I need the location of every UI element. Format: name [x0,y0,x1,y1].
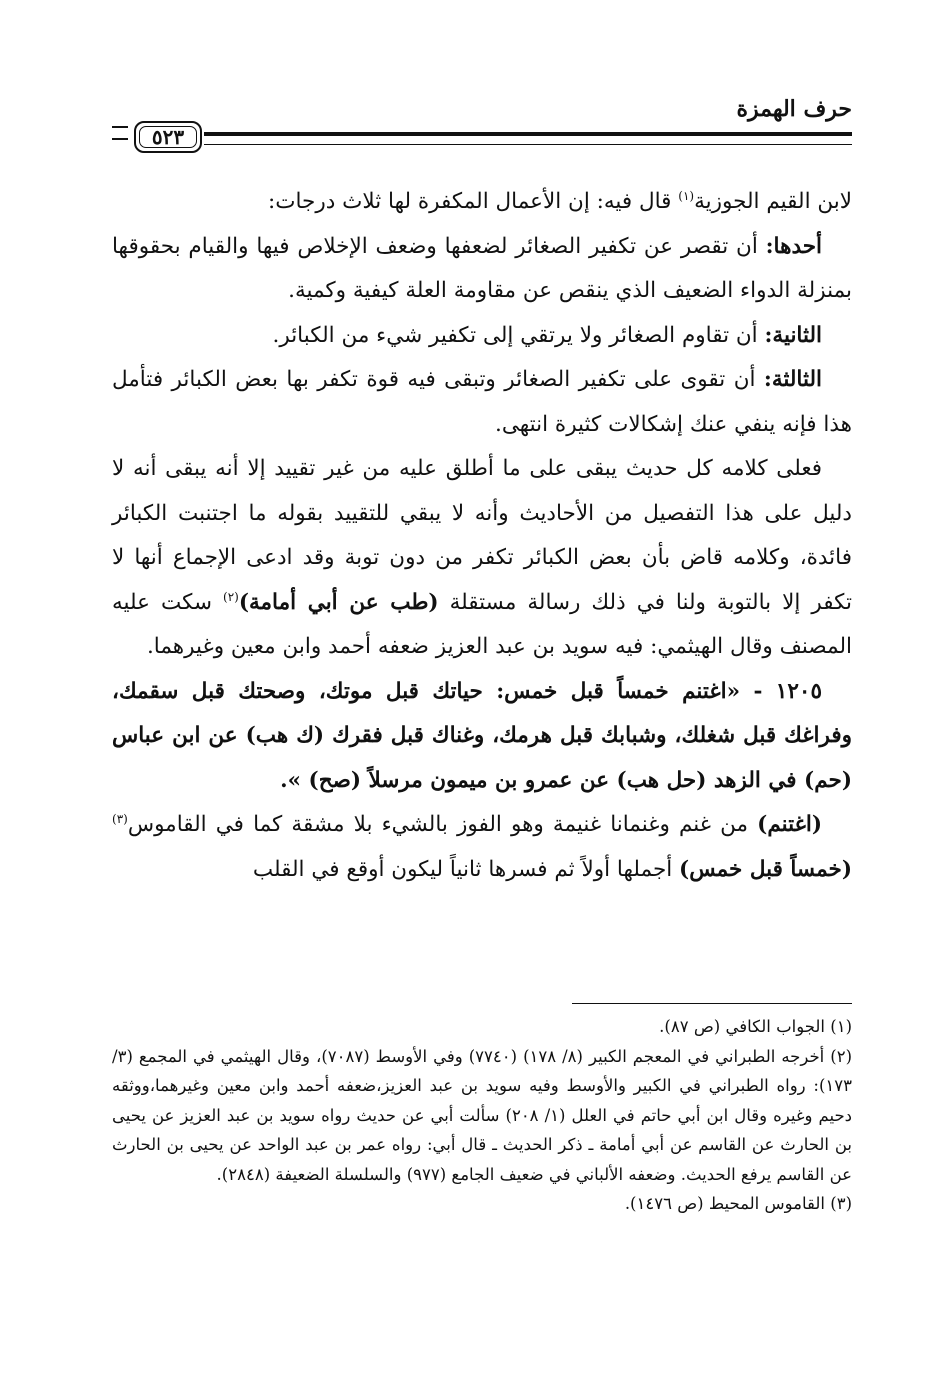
paragraph: فعلى كلامه كل حديث يبقى على ما أطلق عليه من غير تقييد إلا أنه يبقى أنه لا دليل على هذا التفصيل من الأحاديث وأنه لا يبقي للتقييد بقوله ما اجتنبت الكبائر فائدة، وكلامه قاض بأن بعض الكبائر تكفر من دون توبة وقد ادعى الإجماع أنها لا تكفر إلا بالتوبة ولنا في ذلك رسالة مستقلة (طب عن أبي أمامة)$^{(٢)}$ سكت عليه المصنف وقال الهيثمي: فيه سويد بن عبد العزيز ضعفه أحمد وابن معين وغيرهما. [112,456,852,659]
chapter-title: حرف الهمزة [736,96,852,122]
paragraph: أحدها: أن تقصر عن تكفير الصغائر لضعفها وضعف الإخلاص فيها والقيام بحقوقها بمنزلة الدواء الضعيف الذي ينقص عن مقاومة العلة كيفية وكمية. [112,233,852,303]
footnote: (٣) القاموس المحيط (ص ١٤٧٦). [624,1194,852,1213]
paragraph: الثانية: أن تقاوم الصغائر ولا يرتقي إلى تكفير شيء من الكبائر. [272,322,822,348]
header-rule [204,132,852,145]
footnote-divider [572,1003,852,1004]
paragraph: لابن القيم الجوزية$^{(١)}$ قال فيه: إن الأعمال المكفرة لها ثلاث درجات: [268,188,852,214]
footnote-ref: (٣) [112,811,128,826]
footnote-ref: (٢) [223,589,239,604]
footnotes [112,1012,852,1219]
page-header [112,92,852,164]
paragraph: (اغتنم) من غنم وغنمانا غنيمة وهو الفوز بالشيء بلا مشقة كما في القاموس$^{(٣)}$ (خمساً قبل خمس) أجملها أولاً ثم فسرها ثانياً ليكون أوقع في القلب [112,811,852,882]
hadith-number: ١٢٠٥ - [753,678,822,704]
footnote-ref: (١) [678,188,695,203]
paragraph: الثالثة: أن تقوى على تكفير الصغائر وتبقى فيه قوة تكفر بها بعض الكبائر فتأمل هذا فإنه ينفي عنك إشكالات كثيرة انتهى. [112,367,852,437]
term: الثالثة: [763,367,822,392]
hadith-entry: ١٢٠٥ - «اغتنم خمساً قبل خمس: حياتك قبل موتك، وصحتك قبل سقمك، وفراغك قبل شغلك، وشبابك قبل هرمك، وغناك قبل فقرك (ك هب) عن ابن عباس (حم) في الزهد (حل هب) عن عمرو بن ميمون مرسلاً (صح) ». [112,678,852,793]
page-number: ٥٢٣ [134,121,202,153]
main-text [112,180,852,892]
term: الثانية: [764,322,822,348]
term: (اغتنم) [757,812,822,837]
footnote: (٢) أخرجه الطبراني في المعجم الكبير (٨/ ١٧٨) (٧٧٤٠) وفي الأوسط (٧٠٨٧)، وقال الهيثمي في المجمع (٣/ ١٧٣): رواه الطبراني في الكبير والأوسط وفيه سويد بن عبد العزيز،ضعفه أحمد وابن معين وغيرهما،ووثقه دحيم وغيره وقال ابن أبي حاتم في العلل (١/ ٢٠٨) سألت أبي عن حديث رواه سويد بن عبد العزيز عن يحيى بن الحارث عن القاسم عن أبي أمامة ـ ذكر الحديث ـ قال أبي: رواه عمر بن عبد الواحد عن يحيى بن الحارث عن القاسم يرفع الحديث. وضعفه الألباني في ضعيف الجامع (٩٧٧) والسلسلة الضعيفة (٢٨٤٨). [112,1046,853,1184]
source-ref: (طب عن أبي أمامة) [238,589,439,615]
term: (خمساً قبل خمس) [679,856,852,882]
term: أحدها: [765,233,822,259]
page-number-ornament [112,126,128,140]
footnote: (١) الجواب الكافي (ص ٨٧). [659,1017,852,1036]
